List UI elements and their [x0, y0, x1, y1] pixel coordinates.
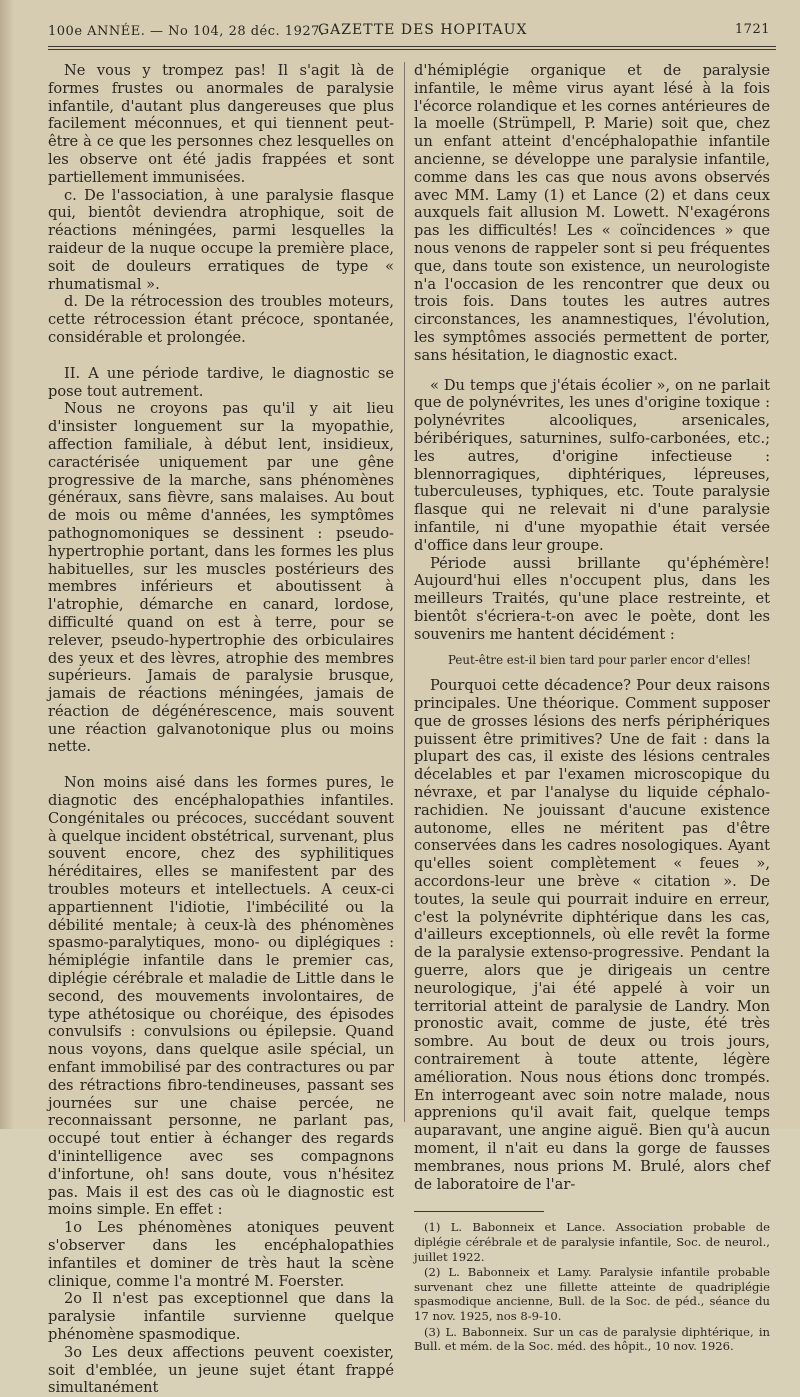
page-header — [48, 22, 770, 42]
left-column — [48, 62, 394, 1397]
paragraph: Nous ne croyons pas qu'il y ait lieu d'insister longuement sur la myopathie, affection familiale, à début lent, insidieux, caractérisée uniquement par une gêne progressive de la marche, sans phénomènes généraux, sans fièvre, sans malaises. Au bout de mois ou même d'années, les symptômes pathognomoniques se dessinent : pseudo-hypertrophie portant, dans les formes les plus habituelles, sur les muscles postérieurs des membres inférieurs et aboutissent à l'atrophie, démarche en canard, lordose, difficulté quand on est à terre, pour se relever, pseudo-hypertrophie des orbiculaires des yeux et des lèvres, atrophie des membres supérieurs. Jamais de paralysie brusque, jamais de réactions méningées, jamais de réaction de dégénérescence, mais souvent une réaction galvanotonique plus ou moins nette. — [48, 400, 394, 756]
paragraph: 1o Les phénomènes atoniques peuvent s'observer dans les encéphalopathies infantiles et dominer de très haut la scène clinique, comme l'a montré M. Foerster. — [48, 1219, 394, 1290]
footnote-rule — [414, 1211, 544, 1212]
page-number: 1721 — [734, 22, 770, 37]
verse-quote: Peut-être est-il bien tard pour parler encor d'elles! — [448, 652, 752, 667]
paragraph: II. A une période tardive, le diagnostic se pose tout autrement. — [48, 364, 394, 400]
footnote: (3) L. Babonneix. Sur un cas de paralysie diphtérique, in Bull. et mém. de la Soc. méd. des hôpit., 10 nov. 1926. — [414, 1324, 770, 1354]
paragraph: Non moins aisé dans les formes pures, le diagnotic des encéphalopathies infantiles. Congénitales ou précoces, succédant souvent à quelque incident obstétrical, survenant, plus souvent encore, chez des syphilitiques héréditaires, elles se manifestent par des troubles moteurs et intellectuels. A ceux-ci appartiennent l'idiotie, l'imbécilité ou la débilité mentale; à ceux-là des phénomènes spasmo-paralytiques, mono- ou diplégiques : hémiplégie infantile dans le premier cas, diplégie cérébrale et maladie de Little dans le second, des mouvements involontaires, de type athétosique ou choréique, des épisodes convulsifs : convulsions ou épilepsie. Quand nous voyons, dans quelque asile spécial, un enfant immobilisé par des contractures ou par des rétractions fibro-tendineuses, passant ses journées sur une chaise percée, ne reconnaissant personne, ne parlant pas, occupé tout entier à échanger des regards d'inintelligence avec ses compagnons d'infortune, oh! sans doute, vous n'hésitez pas. Mais il est des cas où le diagnostic est moins simple. En effet : — [48, 774, 394, 1219]
paragraph: Pourquoi cette décadence? Pour deux raisons principales. Une théorique. Comment supposer que de grosses lésions des nerfs périphériques puissent être primitives? Une de fait : dans la plupart des cas, il existe des lésions centrales décelables et par l'examen microscopique du névraxe, et par l'analyse du liquide céphalo-rachidien. Ne jouissant d'aucune existence autonome, elles ne méritent pas d'être conservées dans les cadres nosologiques. Ayant qu'elles soient complètement « feues », accordons-leur une brève « citation ». De toutes, la seule qui pourrait induire en erreur, c'est la polynévrite diphtérique dans les cas, d'ailleurs exceptionnels, où elle revêt la forme de la paralysie extenso-progressive. Pendant la guerre, alors que je dirigeais un centre neurologique, j'ai été appelé à voir un territorial atteint de paralysie de Landry. Mon pronostic avait, comme de juste, été très sombre. Au bout de deux ou trois jours, contrairement à toute attente, légère amélioration. Nous nous étions donc trompés. En interrogeant avec soin notre malade, nous apprenions qu'il avait fait, quelque temps auparavant, une angine aiguë. Bien qu'à aucun moment, il n'ait eu dans la gorge de fausses membranes, nous prions M. Brulé, alors chef de laboratoire de l'ar- — [414, 677, 770, 1193]
footnote: (1) L. Babonneix et Lance. Association probable de diplégie cérébrale et de paralysie infantile, Soc. de neurol., juillet 1922. — [414, 1220, 770, 1264]
paragraph: d'hémiplégie organique et de paralysie infantile, le même virus ayant lésé à la fois l'écorce rolandique et les cornes antérieures de la moelle (Strümpell, P. Marie) soit que, chez un enfant atteint d'encéphalopathie infantile ancienne, se développe une paralysie infantile, comme dans les cas que nous avons observés avec MM. Lamy (1) et Lance (2) et dans ceux auxquels fait allusion M. Lowett. N'exagérons pas les difficultés! Les « coïncidences » que nous venons de rappeler sont si peu fréquentes que, dans toute son existence, un neurologiste n'a l'occasion de les rencontrer que deux ou trois fois. Dans toutes les autres autres circonstances, les anamnestiques, l'évolution, les symptômes associés permettent de porter, sans hésitation, le diagnostic exact. — [414, 62, 770, 364]
paragraph: 2o Il n'est pas exceptionnel que dans la paralysie infantile survienne quelque phénomène spasmodique. — [48, 1290, 394, 1343]
footnote: (2) L. Babonneix et Lamy. Paralysie infantile probable survenant chez une fillette atteinte de quadriplégie spasmodique ancienne, Bull. de la Soc. de péd., séance du 17 nov. 1925, nos 8-9-10. — [414, 1265, 770, 1323]
paragraph: Ne vous y trompez pas! Il s'agit là de formes frustes ou anormales de paralysie infantile, d'autant plus dangereuses que plus facilement méconnues, et qui tiennent peut-être à ce que les personnes chez lesquelles on les observe ont été jadis frappées et sont partiellement immunisées. — [48, 62, 394, 186]
paragraph: 3o Les deux affections peuvent coexister, soit d'emblée, un jeune sujet étant frappé simultanément — [48, 1343, 394, 1397]
header-rule-bottom — [48, 49, 776, 50]
paragraph: c. De l'association, à une paralysie flasque qui, bientôt deviendra atrophique, soit de réactions méningées, parmi lesquelles la raideur de la nuque occupe la première place, soit de douleurs erratiques de type « rhumatismal ». — [48, 186, 394, 293]
header-rule-top — [48, 46, 776, 47]
column-separator — [404, 62, 405, 1122]
footnotes — [414, 1220, 770, 1353]
paragraph: d. De la rétrocession des troubles moteurs, cette rétrocession étant précoce, spontanée, considérable et prolongée. — [48, 293, 394, 346]
issue-info: 100e ANNÉE. — No 104, 28 déc. 1927. — [48, 24, 325, 39]
journal-title: GAZETTE DES HOPITAUX — [318, 22, 528, 38]
paragraph: Période aussi brillante qu'éphémère! Aujourd'hui elles n'occupent plus, dans les meilleurs Traités, qu'une place restreinte, et bientôt s'écriera-t-on avec le poète, dont les souvenirs me hantent décidément : — [414, 554, 770, 643]
scan-shadow-edge — [0, 0, 14, 1129]
paragraph: « Du temps que j'étais écolier », on ne parlait que de polynévrites, les unes d'origine toxique : polynévrites alcooliques, arsenicales, béribériques, saturnines, sulfo-carbonées, etc.; les autres, d'origine infectieuse : blennorragiques, diphtériques, lépreuses, tuberculeuses, typhiques, etc. Toute paralysie flasque qui ne relevait ni d'une paralysie infantile, ni d'une myopathie était versée d'office dans leur groupe. — [414, 376, 770, 554]
right-column — [414, 62, 770, 1355]
